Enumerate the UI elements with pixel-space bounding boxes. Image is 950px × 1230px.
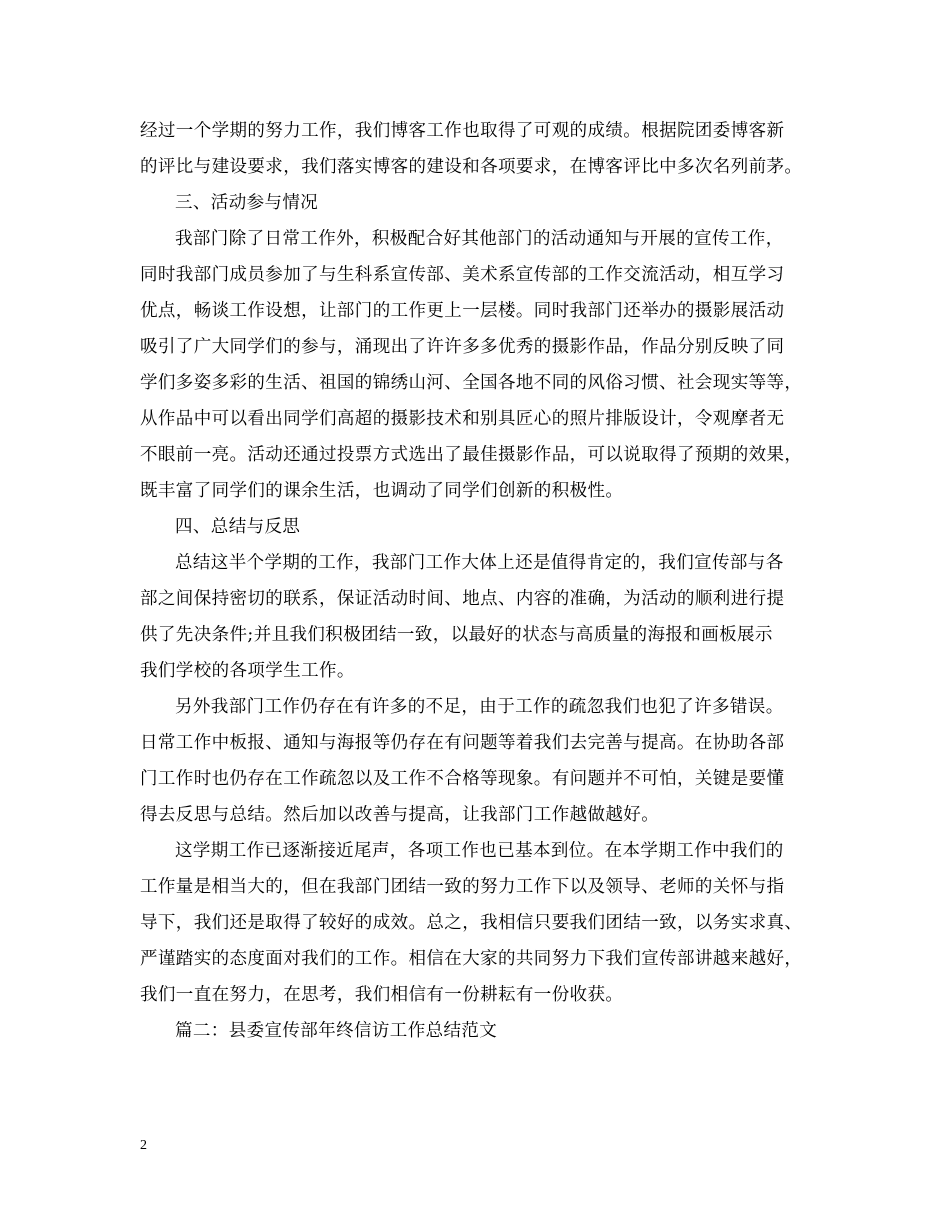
text-line: 不眼前一亮。活动还通过投票方式选出了最佳摄影作品，可以说取得了预期的效果，	[140, 445, 803, 465]
section-heading: 篇二：县委宣传部年终信访工作总结范文	[175, 1021, 498, 1041]
text-line: 门工作时也仍存在工作疏忽以及工作不合格等现象。有问题并不可怕，关键是要懂	[140, 769, 785, 789]
page-number: 2	[140, 1138, 147, 1153]
text-line: 我部门除了日常工作外，积极配合好其他部门的活动通知与开展的宣传工作，	[175, 229, 784, 249]
text-line: 学们多姿多彩的生活、祖国的锦绣山河、全国各地不同的风俗习惯、社会现实等等，	[140, 373, 803, 393]
text-line: 优点，畅谈工作设想，让部门的工作更上一层楼。同时我部门还举办的摄影展活动	[140, 301, 785, 321]
text-line: 从作品中可以看出同学们高超的摄影技术和别具匠心的照片排版设计，令观摩者无	[140, 409, 785, 429]
text-line: 得去反思与总结。然后加以改善与提高，让我部门工作越做越好。	[140, 805, 660, 825]
section-heading: 三、活动参与情况	[175, 193, 319, 213]
text-line: 日常工作中板报、通知与海报等仍存在有问题等着我们去完善与提高。在协助各部	[140, 733, 785, 753]
text-line: 我们学校的各项学生工作。	[140, 661, 355, 681]
text-line: 经过一个学期的努力工作，我们博客工作也取得了可观的成绩。根据院团委博客新	[140, 121, 785, 141]
text-line: 另外我部门工作仍存在有许多的不足，由于工作的疏忽我们也犯了许多错误。	[175, 697, 784, 717]
text-line: 这学期工作已逐渐接近尾声，各项工作也已基本到位。在本学期工作中我们的	[175, 841, 784, 861]
text-line: 严谨踏实的态度面对我们的工作。相信在大家的共同努力下我们宣传部讲越来越好，	[140, 949, 803, 969]
text-line: 部之间保持密切的联系，保证活动时间、地点、内容的准确，为活动的顺利进行提	[140, 589, 785, 609]
section-heading: 四、总结与反思	[175, 517, 301, 537]
text-line: 同时我部门成员参加了与生科系宣传部、美术系宣传部的工作交流活动，相互学习	[140, 265, 785, 285]
text-line: 我们一直在努力，在思考，我们相信有一份耕耘有一份收获。	[140, 985, 624, 1005]
text-line: 吸引了广大同学们的参与，涌现出了许许多多优秀的摄影作品，作品分别反映了同	[140, 337, 785, 357]
text-line: 供了先决条件;并且我们积极团结一致，以最好的状态与高质量的海报和画板展示	[140, 625, 773, 645]
text-line: 既丰富了同学们的课余生活，也调动了同学们创新的积极性。	[140, 481, 624, 501]
text-line: 导下，我们还是取得了较好的成效。总之，我相信只要我们团结一致，以务实求真、	[140, 913, 803, 933]
text-line: 总结这半个学期的工作，我部门工作大体上还是值得肯定的，我们宣传部与各	[175, 553, 784, 573]
text-line: 的评比与建设要求，我们落实博客的建设和各项要求，在博客评比中多次名列前茅。	[140, 157, 803, 177]
text-line: 工作量是相当大的，但在我部门团结一致的努力工作下以及领导、老师的关怀与指	[140, 877, 785, 897]
